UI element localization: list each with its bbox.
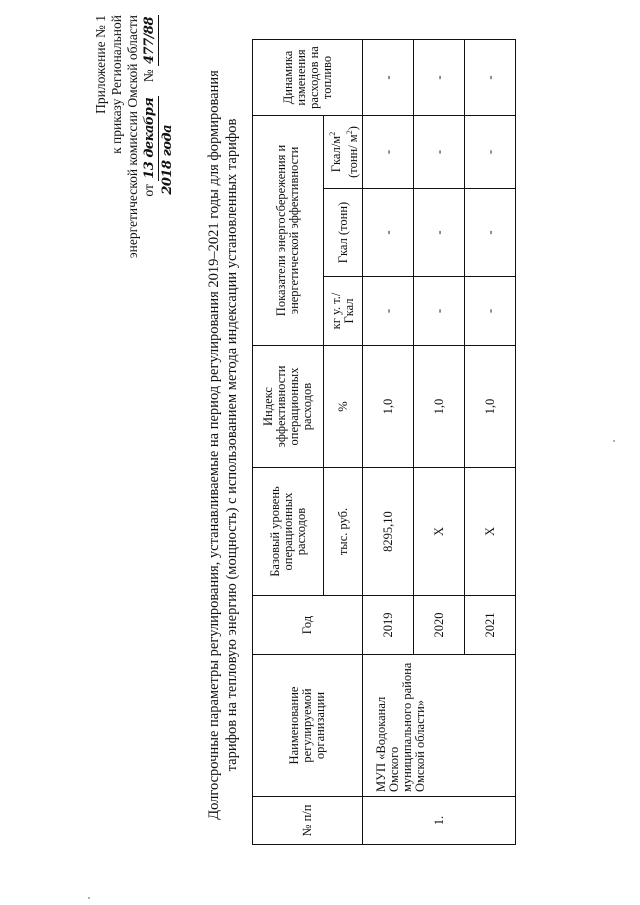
col-header-base: Базовый уровень операционных расходов [253, 468, 324, 596]
title-line-2: тарифов на тепловую энергию (мощность) с использованием метода индексации установленных тарифов [224, 118, 240, 772]
cell-fuel: - [414, 39, 465, 115]
unit-energy-3-alt: (тонн/ м [346, 134, 360, 178]
cell-fuel: - [363, 39, 414, 115]
appendix-number: Приложение № 1 [93, 15, 108, 114]
unit-energy-3-sup: 2 [328, 131, 337, 136]
scan-speck [613, 440, 615, 442]
cell-index: 1,0 [465, 346, 516, 468]
title-line-1: Долгосрочные параметры регулирования, устанавливаемые на период регулирования 2019–2021 годы для формирования [206, 70, 222, 820]
scan-speck [88, 897, 90, 899]
cell-year: 2019 [363, 596, 414, 655]
cell-index: 1,0 [363, 346, 414, 468]
cell-energy-2: - [363, 189, 414, 277]
number-prefix: № [141, 69, 156, 83]
cell-energy-1: - [414, 277, 465, 346]
cell-index: 1,0 [414, 346, 465, 468]
org-number: 1. [363, 797, 516, 845]
cell-energy-2: - [465, 189, 516, 277]
handwritten-year: 2018 года [160, 125, 175, 195]
cell-energy-1: - [465, 277, 516, 346]
cell-year: 2020 [414, 596, 465, 655]
col-header-org: Наименование регулируемой организации [253, 655, 363, 797]
col-header-num: № п/п [253, 797, 363, 845]
cell-energy-3: - [363, 115, 414, 188]
cell-year: 2021 [465, 596, 516, 655]
col-header-energy: Показатели энергосбережения и энергетической эффективности [253, 115, 324, 345]
cell-base: 8295,10 [363, 468, 414, 596]
unit-energy-2: Гкал (тонн) [324, 189, 363, 277]
unit-energy-3 [324, 115, 363, 188]
col-header-fuel: Динамика изменения расходов на топливо [253, 39, 363, 115]
col-header-year: Год [253, 596, 363, 655]
handwritten-number: 477/88 [142, 17, 157, 64]
cell-base: X [414, 468, 465, 596]
cell-fuel: - [465, 39, 516, 115]
unit-energy-3-close: ) [346, 126, 360, 131]
cell-energy-3: - [465, 115, 516, 188]
order-reference: к приказу Региональной [109, 15, 124, 154]
org-name: МУП «Водоканал Омского муниципального района Омской области» [363, 655, 516, 797]
date-prefix: от [141, 184, 156, 197]
parameters-table [252, 39, 516, 845]
unit-energy-1: кг у. т./ Гкал [324, 277, 363, 346]
unit-index: % [324, 346, 363, 468]
commission-name: энергетической комиссии Омской области [125, 15, 140, 259]
col-header-index: Индекс эффективности операционных расходов [253, 346, 324, 468]
unit-base: тыс. руб. [324, 468, 363, 596]
unit-energy-3-main: Гкал/м [329, 135, 343, 173]
cell-base: X [465, 468, 516, 596]
unit-energy-3-alt-sup: 2 [345, 130, 354, 135]
order-date-line [141, 15, 159, 435]
cell-energy-2: - [414, 189, 465, 277]
appendix-header [93, 15, 176, 435]
cell-energy-1: - [363, 277, 414, 346]
cell-energy-3: - [414, 115, 465, 188]
handwritten-date: 13 декабря [142, 97, 157, 179]
document-title [205, 20, 241, 870]
table-row [363, 39, 414, 844]
header-row [253, 39, 324, 844]
